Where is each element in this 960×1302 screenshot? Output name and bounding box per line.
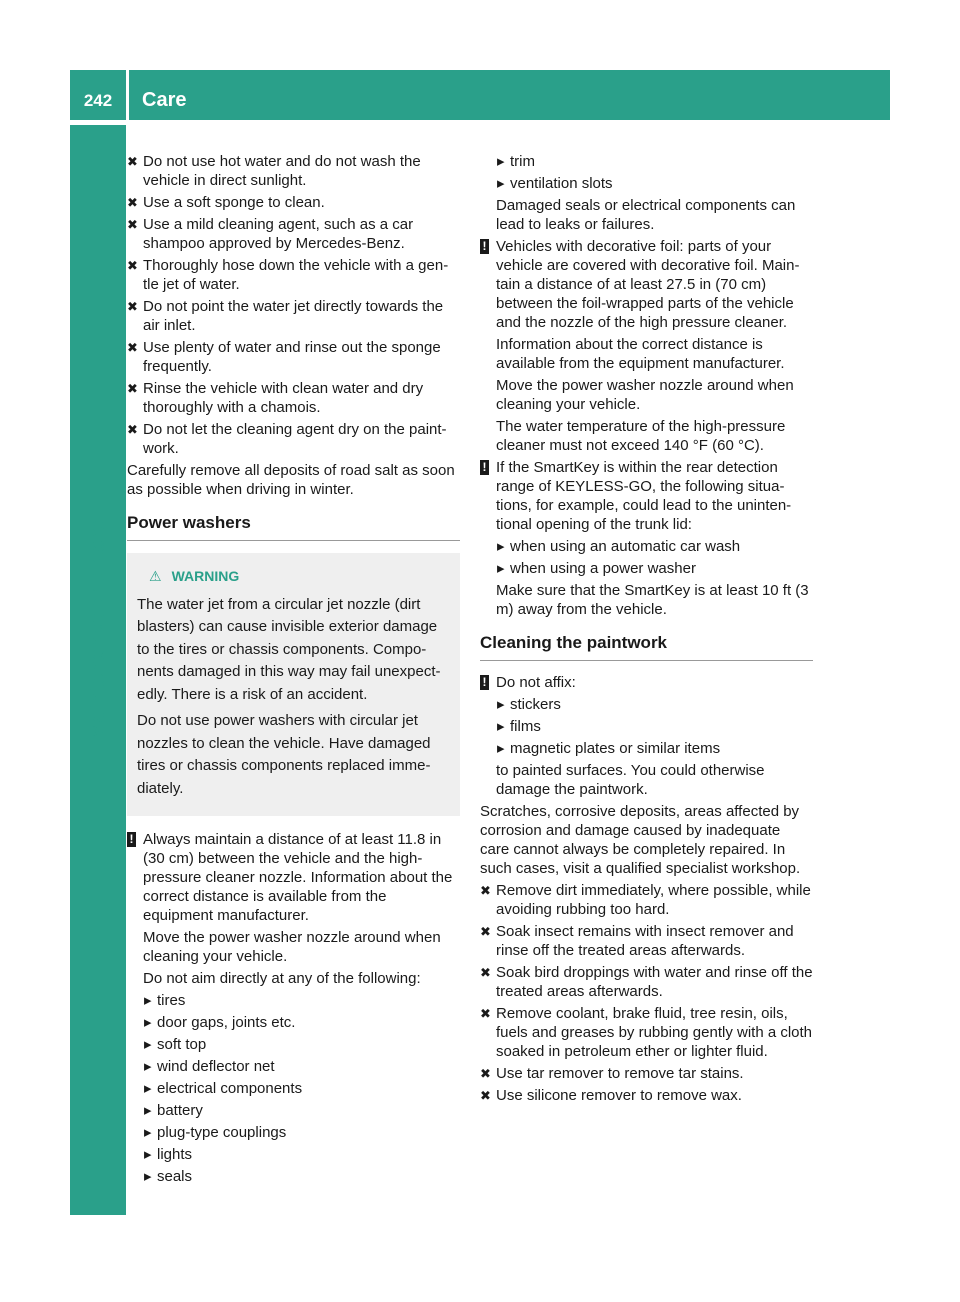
arrow-icon: ✖ [127,340,138,355]
bullet-icon: ▸ [144,1036,152,1053]
list-item: ▸ battery [144,1102,203,1119]
bullet-icon: ▸ [497,740,505,757]
list-item: ▸ stickers [497,696,561,713]
page-number: 242 [83,91,113,110]
heading-cleaning-paintwork: Cleaning the paintwork [480,633,813,661]
header-divider [126,70,129,120]
bullet-icon: ▸ [497,153,505,170]
note-text: Make sure that the SmartKey is at least 10 ft (3 m) away from the vehicle. [496,582,809,618]
note-text: Move the power washer nozzle around when cleaning your vehicle. [496,377,794,413]
note-affix [480,673,813,799]
step-item: ✖ Do not use hot water and do not wash the vehicle in direct sunlight. [127,153,421,189]
step-item: ✖ Soak insect remains with insect remover and rinse off the treated areas afterwards. [480,923,794,959]
note-text: Vehicles with decorative foil: parts of your vehicle are covered with decorative foil. Main-tain a distance of at least 27.5 in (70 cm) between the foil-wrapped parts of the vehicle and the nozzle of the high pressure cleaner. [496,238,800,331]
list-item: ▸ door gaps, joints etc. [144,1014,296,1031]
note-text: Do not aim directly at any of the following: [143,970,421,987]
heading-power-washers: Power washers [127,513,460,541]
paragraph-road-salt: Carefully remove all deposits of road salt as soon as possible when driving in winter. [127,462,455,498]
arrow-icon: ✖ [127,195,138,210]
right-column [480,152,813,1108]
arrow-icon: ✖ [127,258,138,273]
bullet-icon: ▸ [144,1124,152,1141]
bullet-icon: ▸ [144,1168,152,1185]
arrow-icon: ✖ [480,883,491,898]
note-distance [127,830,460,1186]
paragraph-damaged: Damaged seals or electrical components can lead to leaks or failures. [496,197,796,233]
arrow-icon: ✖ [480,924,491,939]
bullet-icon: ▸ [497,560,505,577]
paragraph-scratches: Scratches, corrosive deposits, areas affected by corrosion and damage caused by inadequate care cannot always be completely repaired. In such cases, visit a qualified specialist workshop. [480,803,801,877]
bullet-icon: ▸ [497,696,505,713]
arrow-icon: ✖ [127,299,138,314]
warning-text: The water jet from a circular jet nozzle (dirt blasters) can cause invisible exterior damage to the tires or chassis components. Compo-nents damaged in this way may fail unexpect-edly. There is a risk of an accident. [137,595,441,703]
exclamation-icon: ! [480,239,489,254]
note-decorative-foil [480,237,813,455]
bullet-icon: ▸ [144,1146,152,1163]
exclamation-icon: ! [480,460,489,475]
list-item: ▸ ventilation slots [497,175,613,192]
bullet-icon: ▸ [497,175,505,192]
list-continued [480,152,813,234]
step-item: ✖ Soak bird droppings with water and rinse off the treated areas afterwards. [480,964,813,1000]
list-item: ▸ soft top [144,1036,207,1053]
step-item: ✖ Remove coolant, brake fluid, tree resin, oils, fuels and greases by rubbing gently with a cloth soaked in petroleum ether or lighter fluid. [480,1005,813,1060]
sidebar-label: Maintenance and care [86,520,109,740]
step-item: ✖ Rinse the vehicle with clean water and dry thoroughly with a chamois. [127,380,424,416]
note-smartkey [480,458,813,619]
list-item: ▸ when using an automatic car wash [497,538,741,555]
warning-triangle-icon: ⚠ [149,568,162,584]
note-text: to painted surfaces. You could otherwise damage the paintwork. [496,762,765,798]
note-text: Move the power washer nozzle around when cleaning your vehicle. [143,929,441,965]
note-text: Do not affix: [496,674,576,691]
list-item: ▸ electrical components [144,1080,303,1097]
list-item: ▸ lights [144,1146,193,1163]
arrow-icon: ✖ [127,422,138,437]
step-item: ✖ Do not point the water jet directly towards the air inlet. [127,298,444,334]
exclamation-icon: ! [127,832,136,847]
warning-header: ⚠ WARNING [137,565,450,588]
list-item: ▸ magnetic plates or similar items [497,740,721,757]
section-title: Care [142,89,187,111]
bullet-icon: ▸ [144,1058,152,1075]
arrow-icon: ✖ [480,1006,491,1021]
warning-box [127,553,460,816]
step-item: ✖ Use silicone remover to remove wax. [480,1087,742,1104]
list-item: ▸ plug-type couplings [144,1124,287,1141]
list-item: ▸ trim [497,153,535,170]
arrow-icon: ✖ [127,381,138,396]
step-item: ✖ Use a mild cleaning agent, such as a car shampoo approved by Mercedes-Benz. [127,216,414,252]
arrow-icon: ✖ [127,217,138,232]
note-text: If the SmartKey is within the rear detection range of KEYLESS-GO, the following situa-tions, for example, could lead to the uninten-tional opening of the trunk lid: [496,459,792,533]
note-text: The water temperature of the high-pressure cleaner must not exceed 140 °F (60 °C). [496,418,786,454]
exclamation-icon: ! [480,675,489,690]
list-item: ▸ tires [144,992,186,1009]
step-item: ✖ Use plenty of water and rinse out the sponge frequently. [127,339,441,375]
step-item: ✖ Do not let the cleaning agent dry on the paint-work. [127,421,447,457]
bullet-icon: ▸ [497,718,505,735]
list-item: ▸ seals [144,1168,193,1185]
step-item: ✖ Use a soft sponge to clean. [127,194,325,211]
list-item: ▸ wind deflector net [144,1058,275,1075]
bullet-icon: ▸ [144,992,152,1009]
warning-text: Do not use power washers with circular jet nozzles to clean the vehicle. Have damaged tires or chassis components replaced imme-diately. [137,712,431,797]
page-header [70,70,890,120]
step-item: ✖ Use tar remover to remove tar stains. [480,1065,744,1082]
left-column [127,152,460,1189]
bullet-icon: ▸ [497,538,505,555]
note-text: Information about the correct distance is available from the equipment manufacturer. [496,336,785,372]
arrow-icon: ✖ [480,965,491,980]
bullet-icon: ▸ [144,1080,152,1097]
list-item: ▸ when using a power washer [497,560,696,577]
note-text: Always maintain a distance of at least 11.8 in (30 cm) between the vehicle and the high-pressure cleaner nozzle. Information about the correct distance is available from the equipment manufacturer. [143,831,453,924]
arrow-icon: ✖ [480,1066,491,1081]
step-item: ✖ Thoroughly hose down the vehicle with a gen-tle jet of water. [127,257,449,293]
arrow-icon: ✖ [480,1088,491,1103]
step-item: ✖ Remove dirt immediately, where possible, while avoiding rubbing too hard. [480,882,811,918]
arrow-icon: ✖ [127,154,138,169]
list-item: ▸ films [497,718,541,735]
bullet-icon: ▸ [144,1102,152,1119]
bullet-icon: ▸ [144,1014,152,1031]
